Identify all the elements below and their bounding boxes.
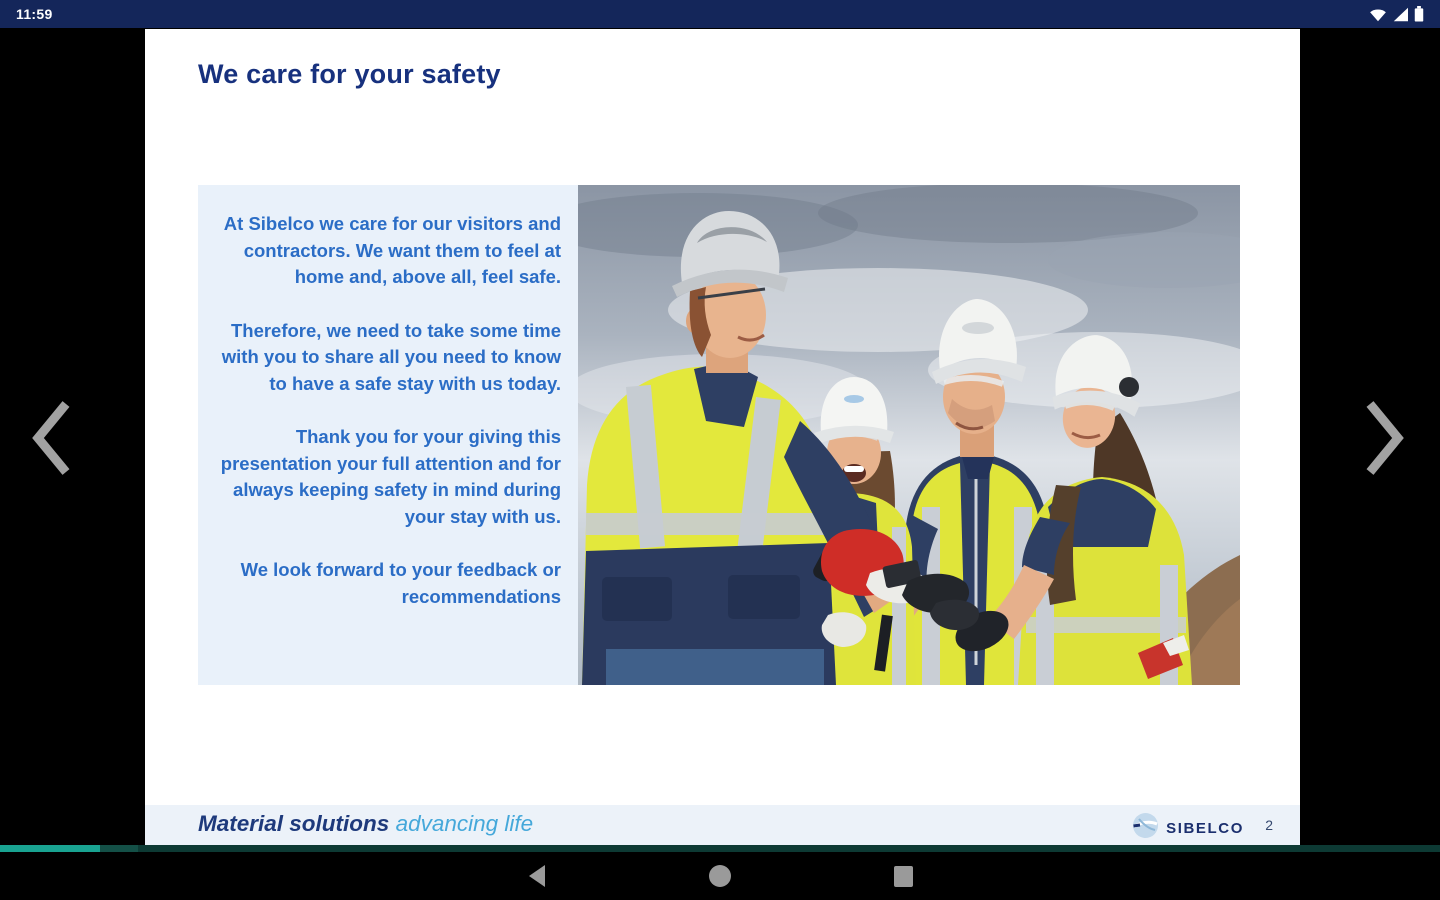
clock: 11:59 [16,6,53,22]
previous-slide-button[interactable] [24,396,80,480]
battery-icon [1414,6,1424,22]
back-button[interactable] [507,854,567,898]
status-bar [0,0,1440,28]
slide-text-box [198,185,578,685]
recents-button[interactable] [873,854,933,898]
globe-icon [1132,812,1159,844]
cellular-signal-icon [1392,7,1409,22]
company-tagline [198,811,533,837]
slide-paragraph: We look forward to your feedback or recommendations [240,559,561,607]
slide-progress-track[interactable] [0,845,1440,852]
slide-progress-fill [0,845,100,852]
slide-paragraph: At Sibelco we care for our visitors and contractors. We want them to feel at home and, above all, feel safe. [223,213,561,287]
brand-name: SIBELCO [1166,819,1244,837]
slide-footer [145,805,1300,845]
presentation-slide[interactable] [145,29,1300,845]
slide-progress-buffer [100,845,138,852]
workers-photo [578,185,1240,685]
next-slide-button[interactable] [1356,396,1412,480]
status-icons [1369,6,1424,22]
home-button[interactable] [690,854,750,898]
sibelco-logo [1132,812,1244,844]
slide-title: We care for your safety [198,59,501,89]
wifi-icon [1369,7,1387,22]
tagline-primary: Material solutions [198,811,390,836]
slide-paragraph: Therefore, we need to take some time with you to share all you need to know to have a safe stay with us today. [221,319,561,394]
page-number: 2 [1265,817,1273,833]
android-nav-bar [0,852,1440,900]
tagline-secondary: advancing life [395,811,534,836]
slide-paragraph: Thank you for your giving this presentation your full attention and for always keeping safety in mind during your stay with us. [220,426,561,527]
